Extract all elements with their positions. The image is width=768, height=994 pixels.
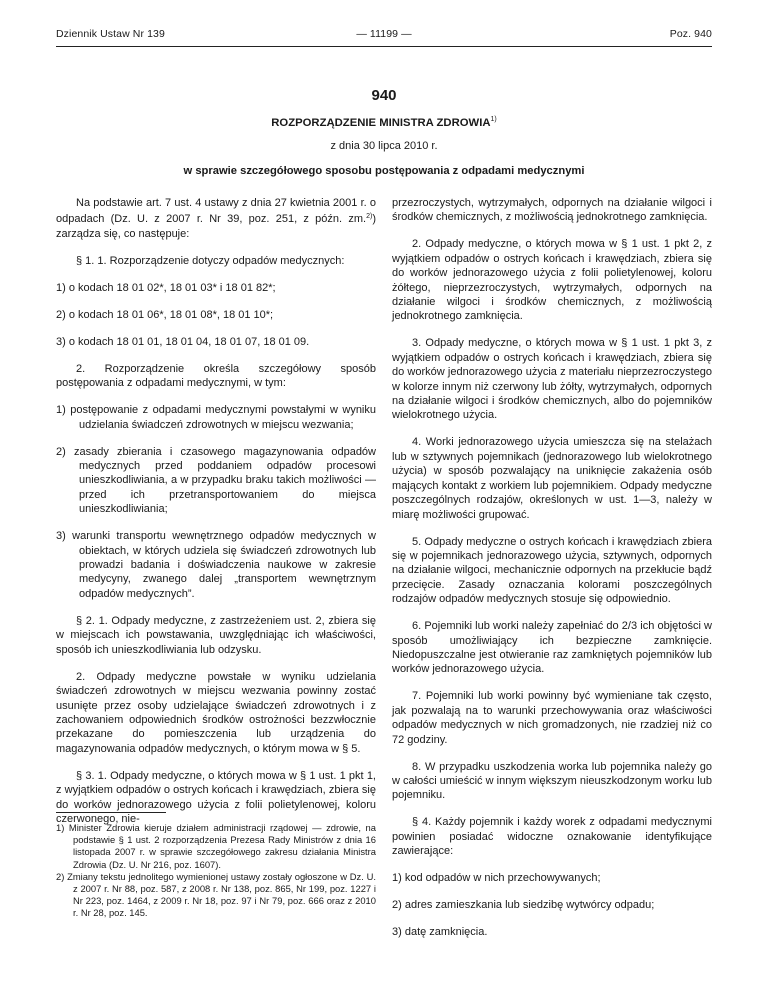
list-item: 1) kod odpadów w nich przechowywanych; bbox=[392, 872, 601, 885]
header-divider bbox=[56, 46, 712, 47]
document-title-text: ROZPORZĄDZENIE MINISTRA ZDROWIA bbox=[271, 117, 491, 129]
section-3-1-continuation: przezroczystych, wytrzymałych, odpornych na działanie wilgoci i środków chemicznych, z możliwością jednokrotnego zamknięcia. bbox=[392, 197, 712, 224]
document-subject: w sprawie szczegółowego sposobu postępowania z odpadami medycznymi bbox=[183, 165, 585, 177]
list-item: 2) adres zamieszkania lub siedzibę wytwórcy odpadu; bbox=[392, 899, 655, 912]
intro-footnote-ref[interactable]: 2) bbox=[366, 213, 373, 221]
position-number: Poz. 940 bbox=[669, 28, 712, 40]
intro-text: Na podstawie art. 7 ust. 4 ustawy z dnia 27 kwietnia 2001 r. o odpadach (Dz. U. z 2007 r. Nr 39, poz. 251, z późn. zm. bbox=[56, 197, 376, 226]
section-1-2-paragraph: 2. Rozporządzenie określa szczegółowy sposób postępowania z odpadami medycznymi, w tym: bbox=[56, 362, 376, 390]
section-3-4-paragraph: 4. Worki jednorazowego użycia umieszcza się na stelażach lub w sztywnych pojemnikach (jednorazowego lub wielokrotnego użycia) w sposób pozwalający na uniknięcie zakażenia osób mających kontakt z workiem lub pojemnikiem. Odpady medyczne poszczególnych rodzajów, określonych w ust. 1—3, należy w miarę możliwości grupować. bbox=[392, 436, 712, 521]
list-item: 2) o kodach 18 01 06*, 18 01 08*, 18 01 10*; bbox=[56, 308, 274, 321]
title-footnote-ref[interactable]: 1) bbox=[490, 116, 497, 123]
list-item: 3) warunki transportu wewnętrznego odpadów medycznych w obiektach, w których udziela się świadczeń zdrowotnych lub prowadzi badania i doświadczenia naukowe w zakresie medycyny, zwanego dalej „transportem wewnętrznym odpadów medycznych”. bbox=[56, 530, 376, 600]
list-item: 3) datę zamknięcia. bbox=[392, 926, 488, 939]
intro-paragraph bbox=[56, 196, 376, 241]
list-item: 1) postępowanie z odpadami medycznymi powstałymi w wyniku udzielania świadczeń zdrowotnych w miejscu wezwania; bbox=[56, 404, 376, 431]
section-3-8-paragraph: 8. W przypadku uszkodzenia worka lub pojemnika należy go w całości umieścić w innym większym nieuszkodzonym worku lub pojemniku. bbox=[392, 760, 712, 802]
section-3-5-paragraph: 5. Odpady medyczne o ostrych końcach i krawędziach zbiera się w pojemnikach jednorazowego użycia, sztywnych, odpornych na działanie wilgoci, mechanicznie odpornych na przekłucie bądź przecięcie. Zasady oznaczania kolorami poszczególnych rodzajów odpadów medycznych stosuje się odpowiednio. bbox=[392, 535, 712, 606]
section-1-paragraph: § 1. 1. Rozporządzenie dotyczy odpadów medycznych: bbox=[76, 254, 345, 267]
intro-text-end: ) zarządza się, co następuje: bbox=[56, 213, 376, 240]
journal-name: Dziennik Ustaw Nr 139 bbox=[56, 28, 165, 40]
section-3-7-paragraph: 7. Pojemniki lub worki powinny być wymieniane tak często, jak pozwalają na to warunki przechowywania oraz właściwości odpadów medycznych w nich gromadzonych, nie rzadziej niż co 72 godziny. bbox=[392, 690, 712, 746]
footnote-divider bbox=[56, 812, 166, 813]
list-item: 1) o kodach 18 01 02*, 18 01 03* i 18 01 82*; bbox=[56, 281, 276, 294]
document-date: z dnia 30 lipca 2010 r. bbox=[330, 140, 438, 152]
document-number: 940 bbox=[371, 87, 397, 104]
footnote-1: 1) Minister Zdrowia kieruje działem administracji rządowej — zdrowie, na podstawie § 1 ust. 2 rozporządzenia Prezesa Rady Ministrów z dnia 16 listopada 2007 r. w sprawie szczegółowego zakresu działania Ministra Zdrowia (Dz. U. Nr 216, poz. 1607). bbox=[56, 822, 376, 870]
page-number: — 11199 — bbox=[356, 28, 412, 40]
section-4-paragraph: § 4. Każdy pojemnik i każdy worek z odpadami medycznymi powinien posiadać widoczne oznakowanie identyfikujące zawierające: bbox=[392, 816, 712, 858]
footnotes bbox=[56, 822, 376, 920]
document-title bbox=[0, 116, 768, 129]
footnote-2: 2) Zmiany tekstu jednolitego wymienionej ustawy zostały ogłoszone w Dz. U. z 2007 r. Nr 88, poz. 587, z 2008 r. Nr 138, poz. 865, Nr 199, poz. 1227 i Nr 223, poz. 1464, z 2009 r. Nr 18, poz. 97 i Nr 79, poz. 666 oraz z 2010 r. Nr 28, poz. 145. bbox=[56, 870, 376, 919]
section-3-6-paragraph: 6. Pojemniki lub worki należy zapełniać do 2/3 ich objętości w sposób umożliwiający ich bezpieczne zamknięcie. Niedopuszczalne jest otwieranie raz zamkniętych pojemników lub worków jednorazowego użycia. bbox=[392, 620, 712, 676]
section-3-1-paragraph: § 3. 1. Odpady medyczne, o których mowa w § 1 ust. 1 pkt 1, z wyjątkiem odpadów o ostrych końcach i krawędziach, zbiera się do worków jednorazowego użycia z folii polietylenowej, koloru czerwonego, nie- bbox=[56, 769, 376, 825]
list-item: 2) zasady zbierania i czasowego magazynowania odpadów medycznych przed poddaniem odpadów procesowi unieszkodliwiania, a w przypadku braku takich możliwości — przed ich przetransportowaniem do miejsca unieszkodliwiania; bbox=[56, 445, 376, 516]
list-item: 3) o kodach 18 01 01, 18 01 04, 18 01 07, 18 01 09. bbox=[56, 335, 310, 348]
section-3-3-paragraph: 3. Odpady medyczne, o których mowa w § 1 ust. 1 pkt 3, z wyjątkiem odpadów o ostrych końcach i krawędziach, zbiera się do worków jednorazowego użycia z materiału nieprzezroczystego w kolorze innym niż czerwony lub żółty, wytrzymałych, odpornych na działanie wilgoci i środków chemicznych, albo do pojemników wielokrotnego użycia. bbox=[392, 337, 712, 422]
right-column bbox=[392, 196, 712, 952]
section-2-2-paragraph: 2. Odpady medyczne powstałe w wyniku udzielania świadczeń zdrowotnych w miejscu wezwania powinny zostać usunięte przez osoby udzielające świadczeń zdrowotnych i z zachowaniem odpowiednich środków ostrożności bezzwłocznie przekazane do pomieszczenia lub urządzenia do magazynowania odpadów medycznych, o którym mowa w § 5. bbox=[56, 670, 376, 755]
left-column bbox=[56, 196, 376, 839]
section-3-2-paragraph: 2. Odpady medyczne, o których mowa w § 1 ust. 1 pkt 2, z wyjątkiem odpadów o ostrych końcach i krawędziach, zbiera się do worków jednorazowego użycia z folii polietylenowej, koloru żółtego, nieprzezroczystych, wytrzymałych, odpornych na działanie wilgoci i środków chemicznych, z możliwością jednokrotnego zamknięcia. bbox=[392, 238, 712, 323]
section-2-1-paragraph: § 2. 1. Odpady medyczne, z zastrzeżeniem ust. 2, zbiera się w miejscach ich powstawania, uwzględniając ich właściwości, sposób ich unieszkodliwiania lub odzysku. bbox=[56, 614, 376, 656]
